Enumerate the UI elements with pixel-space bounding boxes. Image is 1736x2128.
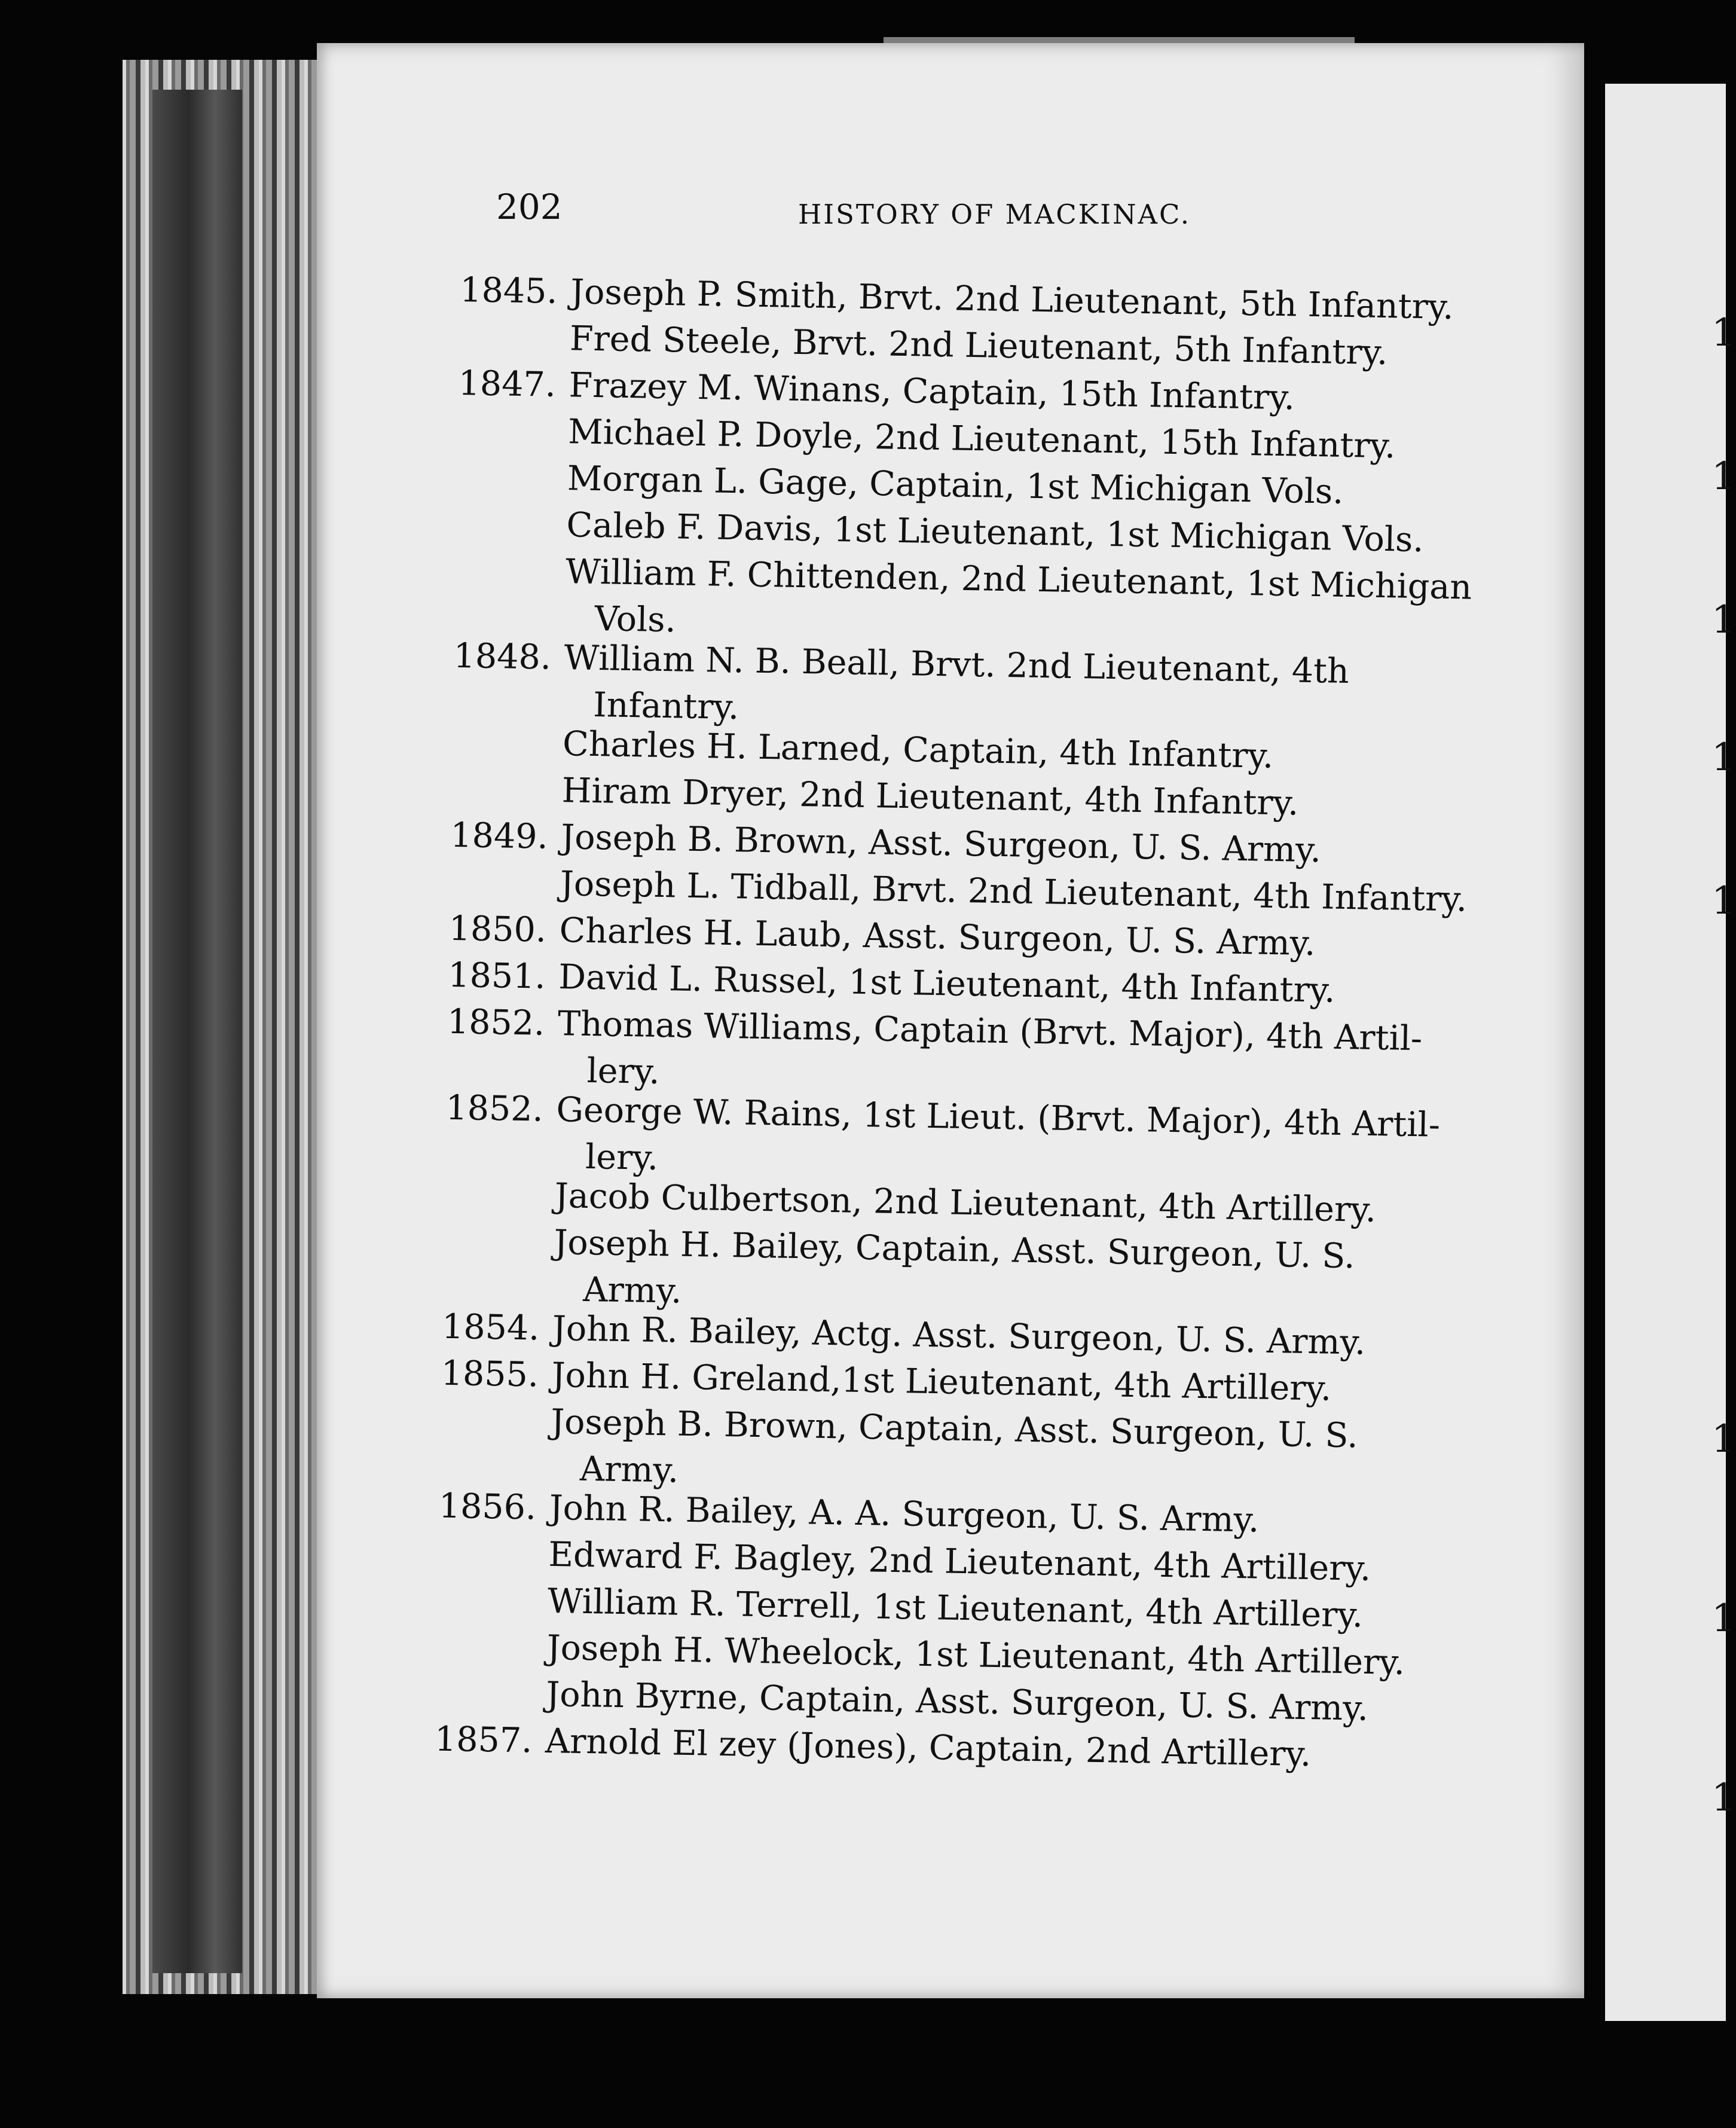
entry-text: Joseph P. Smith, Brvt. 2nd Lieutenant, 5th Infantry. xyxy=(570,272,1454,328)
entry-text: Army. xyxy=(582,1269,683,1311)
entry-year: 1855. xyxy=(441,1353,539,1395)
adjacent-page-text-fragment: 1 xyxy=(1711,454,1736,499)
adjacent-page-text-fragment: 1 xyxy=(1711,1417,1736,1461)
entry-text: John Byrne, Captain, Asst. Surgeon, U. S. Army. xyxy=(545,1674,1369,1729)
book-spine-shadow xyxy=(152,90,242,1973)
entry-text: Morgan L. Gage, Captain, 1st Michigan Vols. xyxy=(567,459,1344,512)
running-head: HISTORY OF MACKINAC. xyxy=(798,199,1191,230)
entry-text: Charles H. Larned, Captain, 4th Infantry. xyxy=(562,724,1274,776)
entry-text: Thomas Williams, Captain (Brvt. Major), 4th Artil- xyxy=(557,1004,1423,1059)
entry-year: 1848. xyxy=(453,636,552,677)
book-page xyxy=(317,43,1584,1998)
entry-text: Charles H. Laub, Asst. Surgeon, U. S. Army. xyxy=(559,911,1316,964)
entry-year: 1850. xyxy=(448,908,547,950)
entry-text: Arnold El zey (Jones), Captain, 2nd Artillery. xyxy=(545,1721,1312,1775)
adjacent-page-text-fragment: 1 xyxy=(1711,735,1736,780)
entry-text: Army. xyxy=(579,1449,679,1491)
entry-text: Caleb F. Davis, 1st Lieutenant, 1st Michigan Vols. xyxy=(566,505,1425,560)
entry-text: lery. xyxy=(585,1137,659,1178)
entry-text: John R. Bailey, A. A. Surgeon, U. S. Army. xyxy=(549,1488,1260,1540)
entry-text: lery. xyxy=(586,1051,661,1092)
entry-text: John R. Bailey, Actg. Asst. Surgeon, U. S. Army. xyxy=(552,1308,1366,1363)
adjacent-page-text-fragment: 1 xyxy=(1711,1596,1736,1641)
officer-list xyxy=(434,270,1506,1784)
entry-year: 1849. xyxy=(450,815,549,857)
entry-year: 1845. xyxy=(459,270,558,312)
adjacent-page-text-fragment: 1 xyxy=(1711,879,1736,923)
entry-text: Fred Steele, Brvt. 2nd Lieutenant, 5th Infantry. xyxy=(569,319,1388,373)
entry-text: Michael P. Doyle, 2nd Lieutenant, 15th Infantry. xyxy=(567,412,1396,466)
entry-text: Edward F. Bagley, 2nd Lieutenant, 4th Artillery. xyxy=(548,1534,1371,1589)
entry-text: David L. Russel, 1st Lieutenant, 4th Infantry. xyxy=(558,957,1336,1010)
entry-text: John H. Greland,1st Lieutenant, 4th Artillery. xyxy=(551,1355,1332,1409)
entry-text: Joseph H. Wheelock, 1st Lieutenant, 4th Artillery. xyxy=(546,1628,1405,1683)
entry-text: Joseph B. Brown, Captain, Asst. Surgeon, U. S. xyxy=(550,1402,1359,1456)
adjacent-page-text-fragment: 1 xyxy=(1711,311,1736,355)
entry-year: 1852. xyxy=(445,1088,544,1129)
page-number: 202 xyxy=(496,187,563,227)
entry-year: 1852. xyxy=(447,1002,545,1043)
adjacent-page-text-fragment: 1 xyxy=(1711,598,1736,642)
adjacent-page-edge xyxy=(1605,84,1736,2021)
entry-year: 1856. xyxy=(438,1486,537,1528)
entry-text: William R. Terrell, 1st Lieutenant, 4th Artillery. xyxy=(547,1581,1364,1635)
entry-text: William F. Chittenden, 2nd Lieutenant, 1st Michigan xyxy=(565,552,1472,607)
entry-text: Joseph H. Bailey, Captain, Asst. Surgeon, U. S. xyxy=(554,1222,1356,1277)
entry-text: Hiram Dryer, 2nd Lieutenant, 4th Infantry. xyxy=(561,771,1299,823)
entry-year: 1847. xyxy=(458,363,557,405)
entry-text: Infantry. xyxy=(592,685,739,728)
entry-text: Joseph B. Brown, Asst. Surgeon, U. S. Army. xyxy=(560,817,1322,871)
entry-text: Frazey M. Winans, Captain, 15th Infantry. xyxy=(569,365,1295,418)
adjacent-page-text-fragment: 1 xyxy=(1711,1776,1736,1820)
entry-text: Vols. xyxy=(594,599,677,640)
entry-text: Joseph L. Tidball, Brvt. 2nd Lieutenant, 4th Infantry. xyxy=(560,864,1468,920)
entry-year: 1857. xyxy=(434,1719,533,1761)
entry-text: Jacob Culbertson, 2nd Lieutenant, 4th Artillery. xyxy=(554,1176,1377,1230)
entry-text: George W. Rains, 1st Lieut. (Brvt. Major), 4th Artil- xyxy=(555,1090,1441,1145)
entry-text: William N. B. Beall, Brvt. 2nd Lieutenant, 4th xyxy=(564,638,1350,692)
entry-year: 1854. xyxy=(441,1306,540,1348)
entry-year: 1851. xyxy=(447,955,546,997)
